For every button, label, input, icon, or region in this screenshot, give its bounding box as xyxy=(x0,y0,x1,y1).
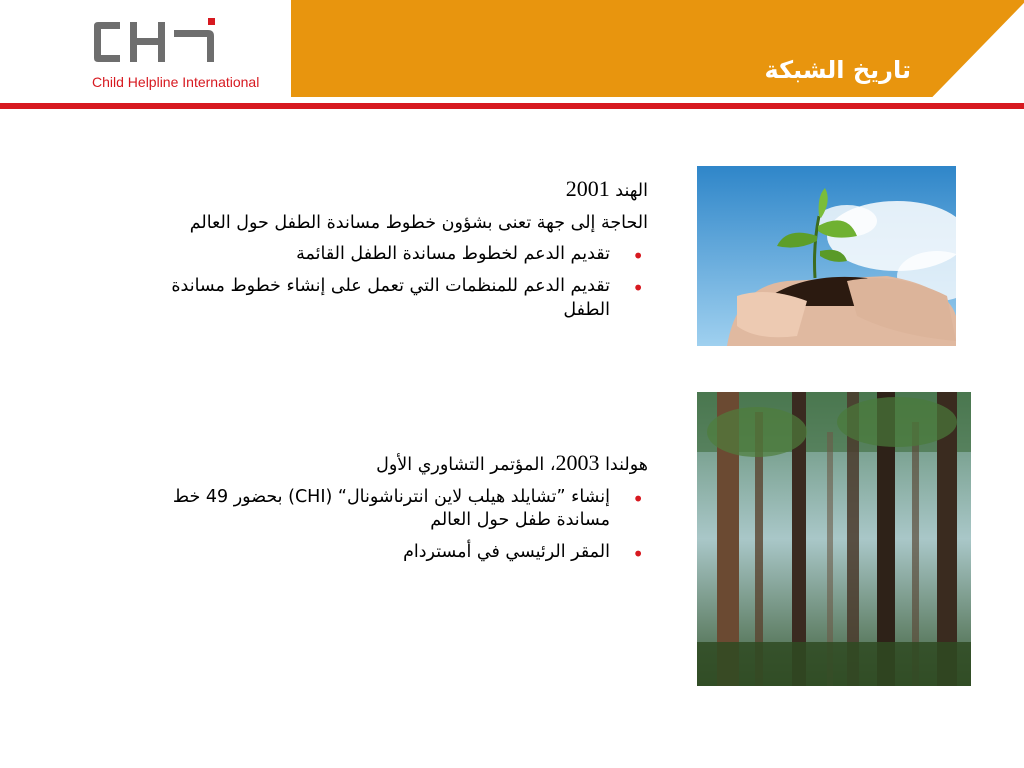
heading-suffix: ، المؤتمر التشاوري الأول xyxy=(376,455,556,475)
list-item xyxy=(128,275,648,322)
forest-trees-photo xyxy=(697,392,971,686)
list-item xyxy=(128,541,648,565)
section-india-2001 xyxy=(128,174,648,330)
bullet-list xyxy=(128,243,648,322)
seedling-in-hands-photo xyxy=(697,166,956,346)
title-banner xyxy=(291,0,1024,97)
list-item-text: تقديم الدعم لخطوط مساندة الطفل القائمة xyxy=(296,244,610,265)
list-item xyxy=(128,486,648,533)
logo-subtitle: Child Helpline International xyxy=(92,74,260,90)
slide-title: تاريخ الشبكة xyxy=(764,56,911,84)
bullet-list xyxy=(128,486,648,565)
heading-year: 2003 xyxy=(555,450,600,475)
list-item-text: تقديم الدعم للمنظمات التي تعمل على إنشاء خطوط مساندة الطفل xyxy=(171,275,610,320)
heading-text: الهند xyxy=(609,181,648,201)
heading-year: 2001 xyxy=(565,176,610,201)
section-heading xyxy=(128,448,648,478)
bullet-icon: • xyxy=(632,486,644,511)
bullet-icon: • xyxy=(632,275,644,300)
list-item-text: المقر الرئيسي في أمستردام xyxy=(403,541,610,562)
section-heading xyxy=(128,174,648,204)
bullet-icon: • xyxy=(632,541,644,566)
section-netherlands-2003 xyxy=(128,448,648,573)
list-item xyxy=(128,243,648,267)
heading-prefix: هولندا xyxy=(599,455,648,475)
section-paragraph: الحاجة إلى جهة تعنى بشؤون خطوط مساندة الطفل حول العالم xyxy=(189,212,648,233)
header-divider xyxy=(0,103,1024,109)
bullet-icon: • xyxy=(632,244,644,269)
list-item-text: إنشاء ”تشايلد هيلب لاين انترناشونال“ (CHI) بحضور 49 خط مساندة طفل حول العالم xyxy=(172,486,610,531)
